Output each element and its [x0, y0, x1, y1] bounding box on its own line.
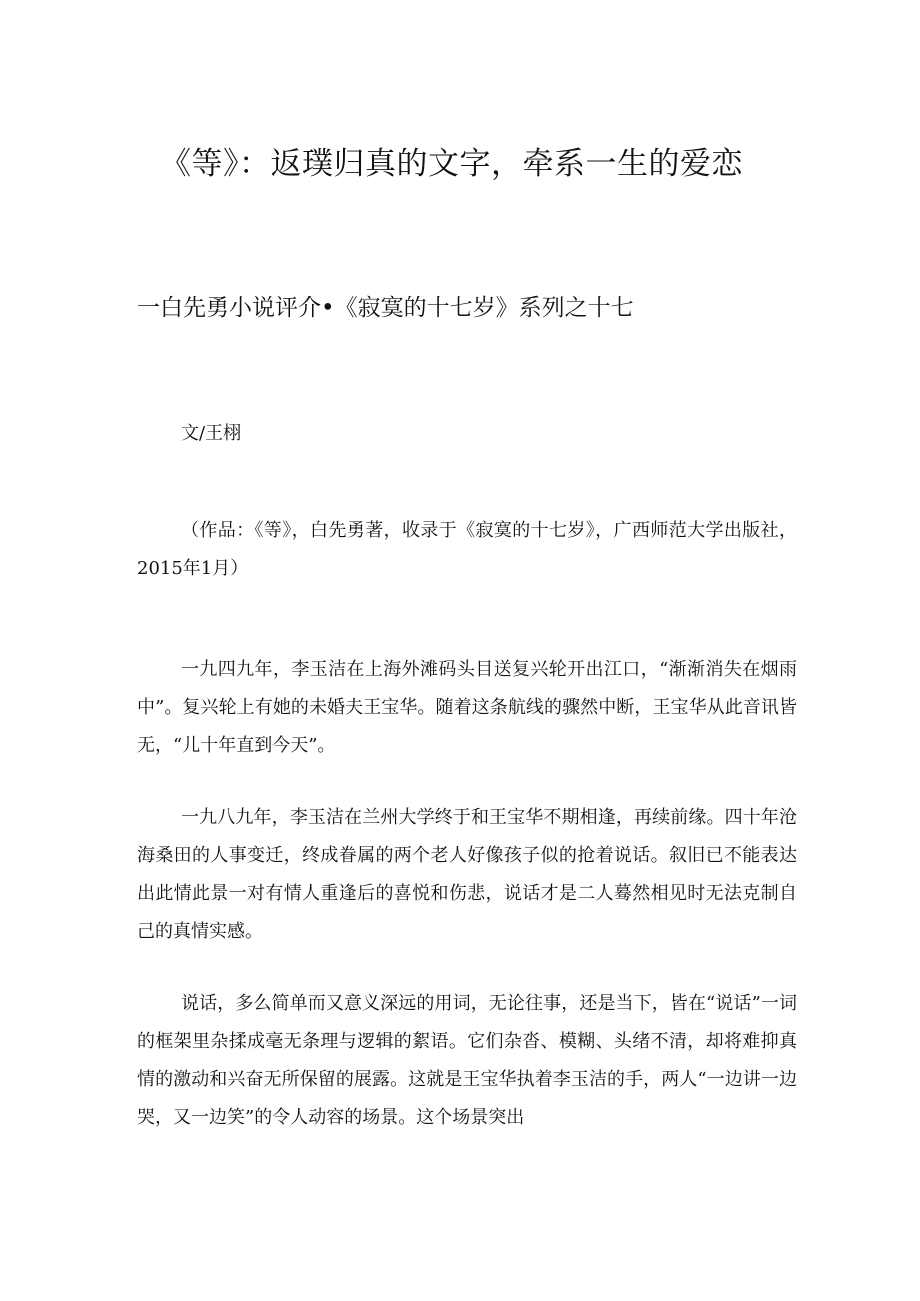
document-subtitle: 一白先勇小说评介•《寂寞的十七岁》系列之十七	[137, 295, 634, 321]
document-title: 《等》：返璞归真的文字，牵系一生的爱恋	[160, 146, 743, 182]
paragraph-1: 一九四九年，李玉洁在上海外滩码头目送复兴轮开出江口，“渐渐消失在烟雨中”。复兴轮上有她的未婚夫王宝华。随着这条航线的骤然中断，王宝华从此音讯皆无，“儿十年直到今天”。	[137, 659, 797, 756]
author-line: 文/王栩	[181, 423, 242, 444]
paragraph-3: 说话，多么简单而又意义深远的用词，无论往事，还是当下，皆在“说话”一词的框架里杂揉成毫无条理与逻辑的絮语。它们杂沓、模糊、头绪不清，却将难抑真情的激动和兴奋无所保留的展露。这就是王宝华执着李玉洁的手，两人“一边讲一边哭，又一边笑”的令人动容的场景。这个场景突出	[137, 993, 797, 1128]
paragraph-2: 一九八九年，李玉洁在兰州大学终于和王宝华不期相逢，再续前缘。四十年沧海桑田的人事变迁，终成眷属的两个老人好像孩子似的抢着说话。叙旧已不能表达出此情此景一对有情人重逢后的喜悦和伤悲，说话才是二人蓦然相见时无法克制自己的真情实感。	[137, 807, 797, 942]
work-info: （作品：《等》，白先勇著，收录于《寂寞的十七岁》，广西师范大学出版社，2015年1月）	[137, 520, 797, 579]
